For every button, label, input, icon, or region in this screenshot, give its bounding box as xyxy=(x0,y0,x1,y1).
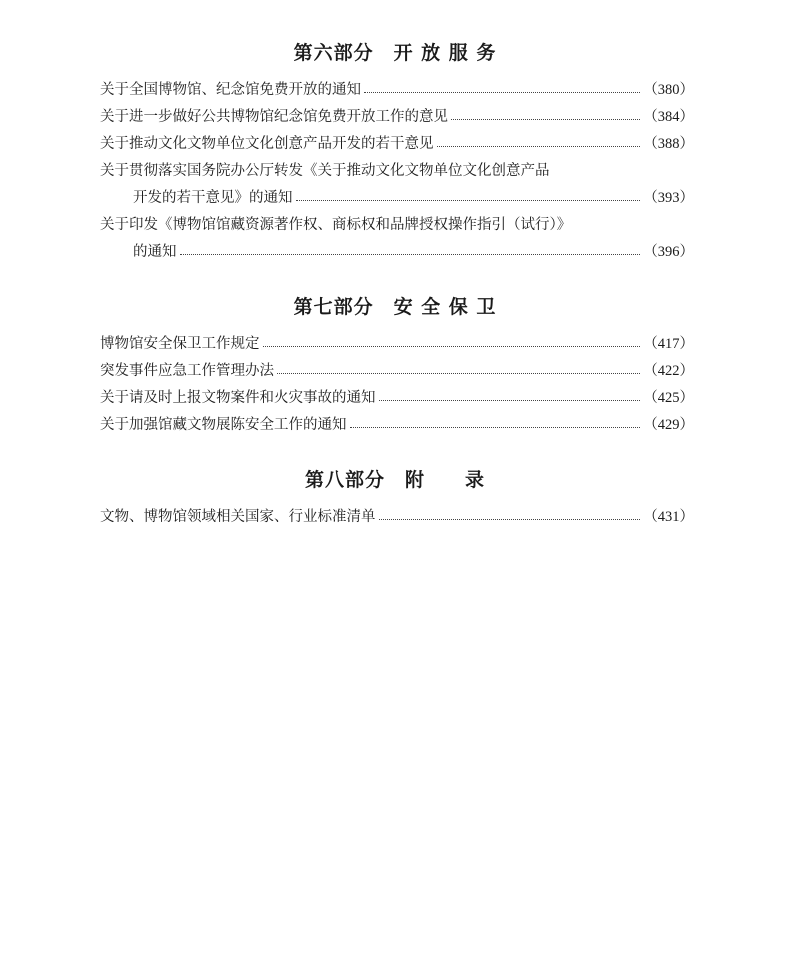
toc-page-number: （422） xyxy=(643,363,694,379)
toc-entry-title: 关于进一步做好公共博物馆纪念馆免费开放工作的意见 xyxy=(100,109,448,125)
section-title-6: 第六部分 开 放 服 务 xyxy=(293,42,497,64)
toc-entry-title-continued: 开发的若干意见》的通知 xyxy=(133,190,293,206)
toc-entry-title-continued: 的通知 xyxy=(133,244,177,260)
toc-entry[interactable] xyxy=(100,360,694,382)
toc-entry[interactable] xyxy=(100,333,694,355)
toc-entry[interactable] xyxy=(100,387,694,409)
toc-leader-dots xyxy=(379,506,641,528)
toc-page-number: （396） xyxy=(643,244,694,260)
toc-entry[interactable] xyxy=(100,79,694,101)
toc-leader-dots xyxy=(364,79,640,101)
toc-entry-title: 关于加强馆藏文物展陈安全工作的通知 xyxy=(100,417,347,433)
toc-leader-dots xyxy=(350,414,641,436)
toc-page-number: （384） xyxy=(643,109,694,125)
section-title-8: 第八部分 附 录 xyxy=(304,469,485,491)
toc-entry-line2[interactable] xyxy=(133,187,694,209)
toc-leader-dots xyxy=(263,333,641,355)
section-title-7: 第七部分 安 全 保 卫 xyxy=(293,296,497,318)
toc-entry-title: 关于印发《博物馆馆藏资源著作权、商标权和品牌授权操作指引（试行）》 xyxy=(100,217,572,233)
toc-entry-title: 关于推动文化文物单位文化创意产品开发的若干意见 xyxy=(100,136,434,152)
toc-entry-title: 博物馆安全保卫工作规定 xyxy=(100,336,260,352)
toc-page-number: （425） xyxy=(643,390,694,406)
toc-page-number: （388） xyxy=(643,136,694,152)
toc-entry[interactable] xyxy=(100,106,694,128)
toc-page-number: （429） xyxy=(643,417,694,433)
toc-leader-dots xyxy=(180,241,641,263)
toc-entry[interactable] xyxy=(100,133,694,155)
toc-page-number: （431） xyxy=(643,509,694,525)
toc-entry-title: 关于请及时上报文物案件和火灾事故的通知 xyxy=(100,390,376,406)
toc-entry-title: 关于贯彻落实国务院办公厅转发《关于推动文化文物单位文化创意产品 xyxy=(100,163,550,179)
toc-leader-dots xyxy=(437,133,641,155)
toc-entry-line2[interactable] xyxy=(133,241,694,263)
toc-leader-dots xyxy=(277,360,640,382)
toc-entry[interactable] xyxy=(100,506,694,528)
toc-page-number: （393） xyxy=(643,190,694,206)
toc-page-number: （417） xyxy=(643,336,694,352)
toc-entry-line1[interactable] xyxy=(100,214,694,236)
toc-entry-title: 关于全国博物馆、纪念馆免费开放的通知 xyxy=(100,82,361,98)
toc-entry-title: 文物、博物馆领域相关国家、行业标准清单 xyxy=(100,509,376,525)
toc-entry[interactable] xyxy=(100,414,694,436)
toc-entry-line1[interactable] xyxy=(100,160,694,182)
toc-leader-dots xyxy=(451,106,640,128)
toc-leader-dots xyxy=(296,187,641,209)
toc-leader-dots xyxy=(379,387,641,409)
toc-entry-title: 突发事件应急工作管理办法 xyxy=(100,363,274,379)
toc-page-number: （380） xyxy=(643,82,694,98)
